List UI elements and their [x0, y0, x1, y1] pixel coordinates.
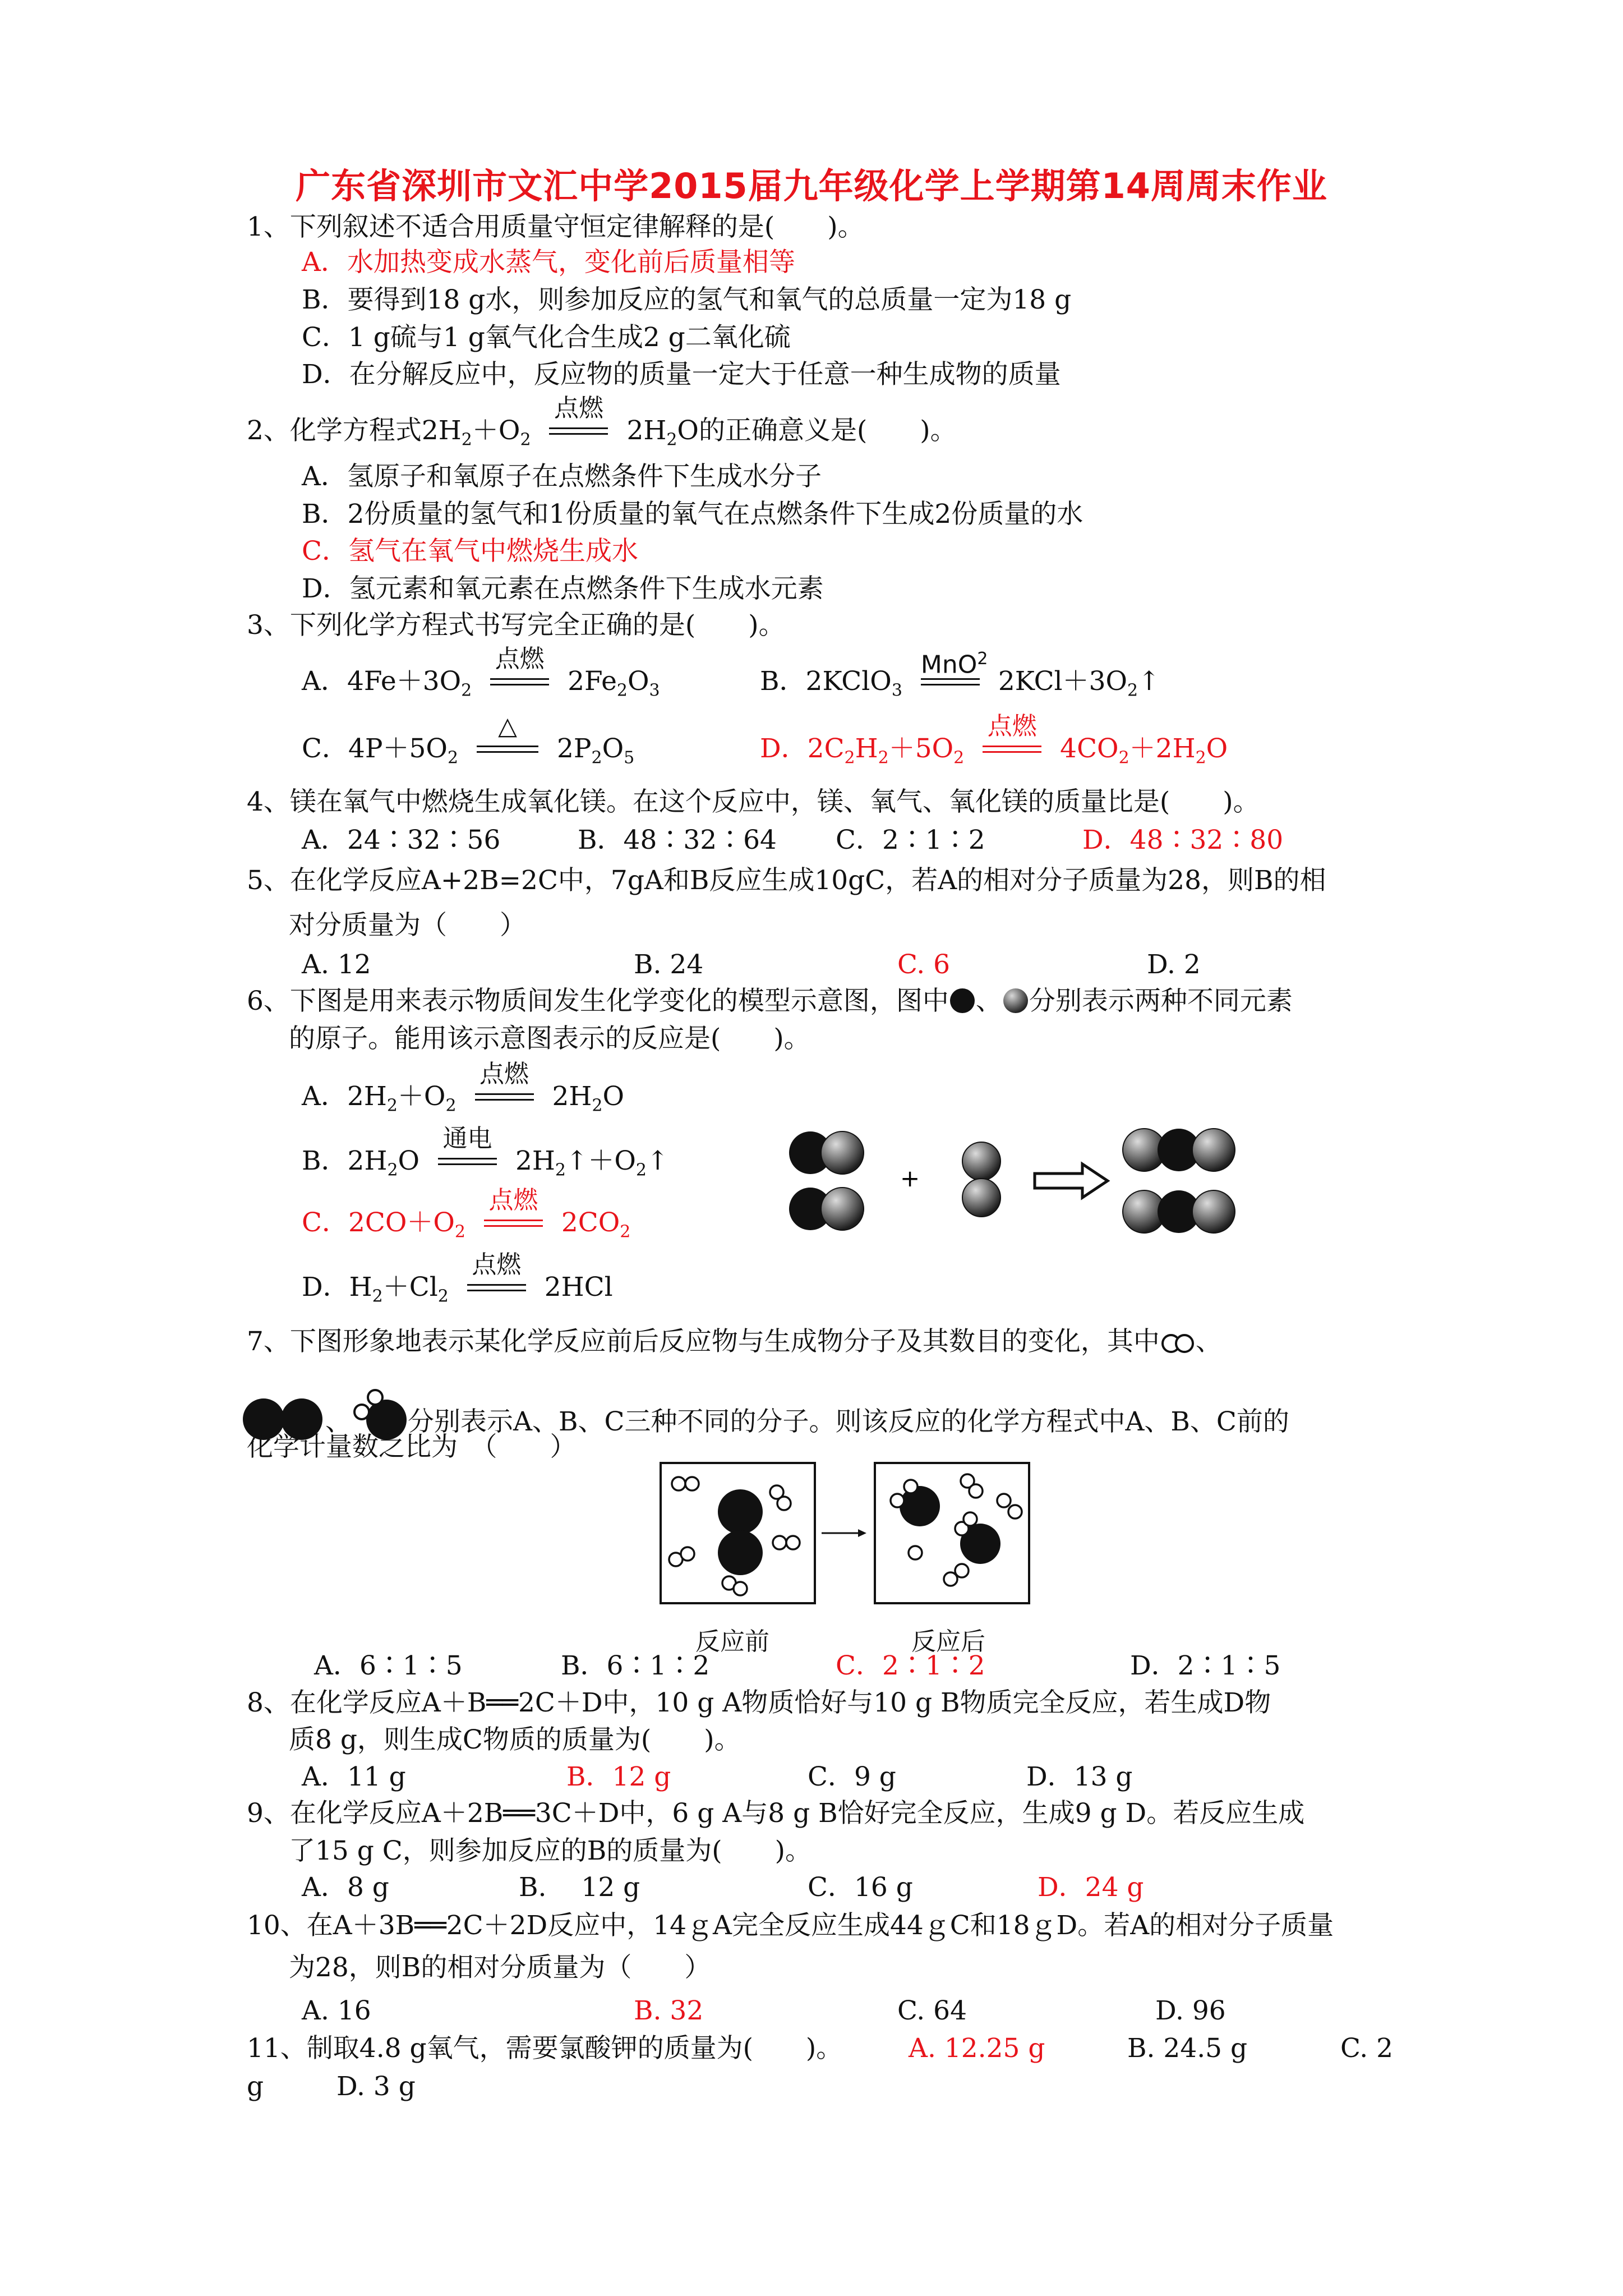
- q10-stem-line2: 为28，则B的相对分质量为（ ）: [289, 1952, 711, 1983]
- q9-option-a: A．8 g: [302, 1872, 389, 1903]
- q11-stem: 11、制取4.8 g氧气，需要氯酸钾的质量为( )。: [247, 2033, 843, 2064]
- q5-option-b: B. 24: [634, 949, 704, 980]
- q6-stem-line2: 的原子。能用该示意图表示的反应是( )。: [289, 1023, 810, 1054]
- q3-option-c: C．$4P+5O_2$ △ $2P_2O_5$: [302, 712, 635, 768]
- q1-option-d: D．在分解反应中，反应物的质量一定大于任意一种生成物的质量: [302, 359, 1061, 390]
- q3-option-d: D．$2C_2H_2+5O_2$ 点燃 $4CO_2+2H_2O$: [760, 712, 1228, 768]
- q7-option-a: A．6∶1∶5: [314, 1650, 463, 1681]
- q6-option-a: A．$2H_2+O_2$ 点燃 $2H_2O$: [302, 1060, 625, 1116]
- q1-option-a: A．水加热变成水蒸气，变化前后质量相等: [302, 247, 795, 278]
- q8-option-b: B．12 g: [566, 1761, 671, 1792]
- q5-stem-line2: 对分质量为（ ）: [289, 910, 526, 941]
- q2-option-b: B．2份质量的氢气和1份质量的氧气在点燃条件下生成2份质量的水: [302, 499, 1083, 530]
- before-box: [661, 1463, 815, 1603]
- plus-sign: +: [900, 1165, 920, 1192]
- q2-stem: 2、化学方程式$2H_2+O_2$ 点燃 $2H_2O$的正确意义是( )。: [247, 394, 957, 450]
- q7-option-d: D．2∶1∶5: [1130, 1650, 1281, 1681]
- q6-model-diagram: [780, 1122, 1256, 1251]
- q6-option-b: B．$2H_2O$ 通电 $2H_2↑+O_2↑$: [302, 1124, 669, 1180]
- q8-option-d: D．13 g: [1026, 1761, 1133, 1792]
- q11-option-c: C. 2: [1340, 2033, 1394, 2064]
- q3-option-b: B．2KClO$_3$ MnO$^2$ $2KCl+3O_2↑$: [760, 649, 1160, 701]
- q10-option-a: A. 16: [302, 1995, 371, 2026]
- q7-reaction-diagram: [656, 1458, 1038, 1632]
- q7-stem-line1: 7、下图形象地表示某化学反应前后反应物与生成物分子及其数目的变化，其中 、: [247, 1326, 1222, 1357]
- q8-option-a: A．11 g: [302, 1761, 406, 1792]
- q5-option-c: C. 6: [897, 949, 951, 980]
- q10-stem-line1: 10、在A＋3B══2C＋2D反应中，14ｇA完全反应生成44ｇC和18ｇD。若A的相对分子质量: [247, 1910, 1334, 1941]
- q7-stem-line3: 化学计量数之比为 （ ）: [247, 1432, 577, 1462]
- q10-option-d: D. 96: [1155, 1995, 1226, 2026]
- q9-stem-line2: 了15 g C，则参加反应的B的质量为( )。: [289, 1835, 811, 1866]
- q9-stem-line1: 9、在化学反应A＋2B══3C＋D中，6 g A与8 g B恰好完全反应，生成9 g D。若反应生成: [247, 1798, 1305, 1829]
- q5-option-d: D. 2: [1147, 949, 1201, 980]
- q8-stem-line1: 8、在化学反应A＋B══2C＋D中，10 g A物质恰好与10 g B物质完全反应，若生成D物: [247, 1687, 1271, 1718]
- q7-after-caption: 反应后: [911, 1627, 985, 1656]
- q7-before-caption: 反应前: [695, 1627, 769, 1656]
- q11-option-a: A. 12.25 g: [909, 2033, 1045, 2064]
- q5-option-a: A. 12: [302, 949, 371, 980]
- q1-option-b: B．要得到18 g水，则参加反应的氢气和氧气的总质量一定为18 g: [302, 284, 1072, 315]
- q2-option-c: C．氢气在氧气中燃烧生成水: [302, 536, 638, 567]
- q4-option-b: B．48∶32∶64: [578, 825, 777, 855]
- arrow-icon: [822, 1529, 866, 1537]
- reactant-molecules-1: [789, 1131, 864, 1230]
- q4-option-d: D．48∶32∶80: [1082, 825, 1284, 855]
- q2-option-d: D．氢元素和氧元素在点燃条件下生成水元素: [302, 573, 824, 604]
- q9-option-b: B. 12 g: [519, 1872, 640, 1903]
- q6-stem-line1: 6、下图是用来表示物质间发生化学变化的模型示意图，图中 、 分别表示两种不同元素: [247, 986, 1293, 1016]
- q9-option-c: C．16 g: [808, 1872, 913, 1903]
- q6-option-d: D．$H_2+Cl_2$ 点燃 2HCl: [302, 1250, 613, 1306]
- q3-stem: 3、下列化学方程式书写完全正确的是( )。: [247, 610, 785, 641]
- q2-option-a: A．氢原子和氧原子在点燃条件下生成水分子: [302, 461, 822, 492]
- q1-option-c: C．1 g硫与1 g氧气化合生成2 g二氧化硫: [302, 322, 791, 353]
- q4-option-a: A．24∶32∶56: [302, 825, 501, 855]
- page-title: 广东省深圳市文汇中学2015届九年级化学上学期第14周周末作业: [296, 165, 1327, 206]
- q4-stem: 4、镁在氧气中燃烧生成氧化镁。在这个反应中，镁、氧气、氧化镁的质量比是( )。: [247, 786, 1260, 817]
- q5-stem-line1: 5、在化学反应A+2B=2C中，7gA和B反应生成10gC，若A的相对分子质量为28，则B的相: [247, 865, 1326, 896]
- q6-option-c: C．$2CO+O_2$ 点燃 $2CO_2$: [302, 1186, 631, 1242]
- q1-stem: 1、下列叙述不适合用质量守恒定律解释的是( )。: [247, 211, 864, 242]
- q7-stem-line2: 、 分别表示A、B、C三种不同的分子。则该反应的化学方程式中A、B、C前的: [247, 1388, 1289, 1442]
- q3-option-a: A．$4Fe+3O_2$ 点燃 $2Fe_2O_3$: [302, 645, 660, 701]
- q10-option-c: C. 64: [897, 1995, 967, 2026]
- arrow-icon: [1035, 1164, 1108, 1198]
- q11-option-c-unit: g: [247, 2071, 264, 2102]
- reaction-arrow: 点燃: [549, 414, 608, 448]
- q9-option-d: D．24 g: [1038, 1872, 1144, 1903]
- q8-option-c: C．9 g: [808, 1761, 896, 1792]
- reactant-molecule-2: [962, 1142, 1000, 1217]
- q11-option-b: B. 24.5 g: [1127, 2033, 1248, 2064]
- q8-stem-line2: 质8 g，则生成C物质的质量为( )。: [289, 1724, 741, 1755]
- after-box: [875, 1463, 1029, 1603]
- q7-option-c: C．2∶1∶2: [836, 1650, 985, 1681]
- q4-option-c: C．2∶1∶2: [836, 825, 985, 855]
- q7-option-b: B．6∶1∶2: [561, 1650, 710, 1681]
- q10-option-b: B. 32: [634, 1995, 704, 2026]
- q11-option-d: D. 3 g: [336, 2071, 416, 2102]
- gray-atom-icon: [1002, 987, 1029, 1014]
- product-molecules: [1123, 1129, 1235, 1233]
- small-diatomic-molecule-icon: [1160, 1332, 1196, 1355]
- black-atom-icon: [949, 987, 976, 1014]
